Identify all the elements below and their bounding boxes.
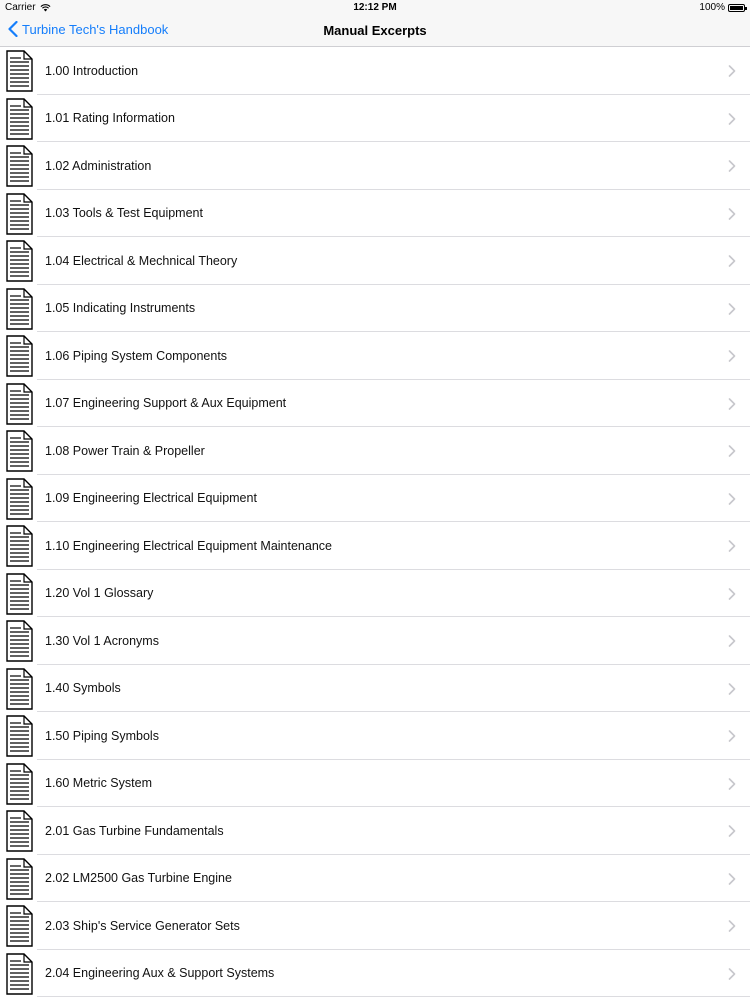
- document-icon: [6, 763, 33, 805]
- status-time: 12:12 PM: [353, 2, 397, 13]
- list-item-13[interactable]: [0, 665, 750, 713]
- document-icon: [6, 525, 33, 567]
- list-item-17[interactable]: [0, 855, 750, 903]
- battery-indicator: [699, 2, 745, 13]
- list-item-label: 1.09 Engineering Electrical Equipment: [45, 491, 257, 506]
- list-item-12[interactable]: [0, 617, 750, 665]
- chevron-right-icon: [728, 350, 736, 362]
- chevron-right-icon: [728, 160, 736, 172]
- excerpt-list: [0, 47, 750, 997]
- list-item-label: 1.60 Metric System: [45, 776, 152, 791]
- list-item-label: 2.01 Gas Turbine Fundamentals: [45, 823, 224, 838]
- list-item-18[interactable]: [0, 902, 750, 950]
- list-item-4[interactable]: [0, 237, 750, 285]
- navigation-bar: [0, 16, 750, 47]
- chevron-right-icon: [728, 683, 736, 695]
- document-icon: [6, 383, 33, 425]
- list-item-15[interactable]: [0, 760, 750, 808]
- list-item-11[interactable]: [0, 570, 750, 618]
- list-item-label: 1.40 Symbols: [45, 681, 121, 696]
- chevron-right-icon: [728, 493, 736, 505]
- chevron-right-icon: [728, 113, 736, 125]
- list-item-label: 1.01 Rating Information: [45, 111, 175, 126]
- chevron-right-icon: [728, 398, 736, 410]
- document-icon: [6, 668, 33, 710]
- document-icon: [6, 335, 33, 377]
- chevron-right-icon: [728, 873, 736, 885]
- list-item-label: 1.20 Vol 1 Glossary: [45, 586, 154, 601]
- list-item-0[interactable]: [0, 47, 750, 95]
- list-item-2[interactable]: [0, 142, 750, 190]
- list-item-9[interactable]: [0, 475, 750, 523]
- chevron-right-icon: [728, 968, 736, 980]
- document-icon: [6, 240, 33, 282]
- document-icon: [6, 573, 33, 615]
- list-item-label: 1.04 Electrical & Mechnical Theory: [45, 253, 238, 268]
- list-item-label: 1.08 Power Train & Propeller: [45, 443, 205, 458]
- chevron-right-icon: [728, 778, 736, 790]
- list-item-label: 2.02 LM2500 Gas Turbine Engine: [45, 871, 232, 886]
- list-item-1[interactable]: [0, 95, 750, 143]
- battery-icon: [728, 4, 745, 12]
- list-item-14[interactable]: [0, 712, 750, 760]
- chevron-right-icon: [728, 208, 736, 220]
- list-item-label: 1.03 Tools & Test Equipment: [45, 206, 203, 221]
- document-icon: [6, 50, 33, 92]
- document-icon: [6, 98, 33, 140]
- list-item-16[interactable]: [0, 807, 750, 855]
- chevron-right-icon: [728, 65, 736, 77]
- list-item-3[interactable]: [0, 190, 750, 238]
- page-title: Manual Excerpts: [323, 23, 427, 38]
- list-item-label: 1.30 Vol 1 Acronyms: [45, 633, 159, 648]
- list-item-label: 2.04 Engineering Aux & Support Systems: [45, 966, 275, 981]
- document-icon: [6, 145, 33, 187]
- document-icon: [6, 715, 33, 757]
- chevron-right-icon: [728, 255, 736, 267]
- chevron-right-icon: [728, 730, 736, 742]
- chevron-right-icon: [728, 635, 736, 647]
- carrier-label: Carrier: [5, 2, 36, 13]
- chevron-right-icon: [728, 588, 736, 600]
- battery-percent: 100%: [699, 2, 725, 13]
- list-item-19[interactable]: [0, 950, 750, 998]
- document-icon: [6, 288, 33, 330]
- document-icon: [6, 905, 33, 947]
- list-item-7[interactable]: [0, 380, 750, 428]
- list-item-label: 1.50 Piping Symbols: [45, 728, 159, 743]
- list-item-label: 1.06 Piping System Components: [45, 348, 228, 363]
- list-item-8[interactable]: [0, 427, 750, 475]
- status-bar: [0, 0, 750, 16]
- list-item-label: 2.03 Ship's Service Generator Sets: [45, 918, 240, 933]
- back-button-label: Turbine Tech's Handbook: [22, 21, 169, 37]
- document-icon: [6, 858, 33, 900]
- list-item-6[interactable]: [0, 332, 750, 380]
- document-icon: [6, 953, 33, 995]
- list-item-label: 1.05 Indicating Instruments: [45, 301, 196, 316]
- list-item-label: 1.00 Introduction: [45, 63, 139, 78]
- chevron-right-icon: [728, 303, 736, 315]
- document-icon: [6, 810, 33, 852]
- document-icon: [6, 620, 33, 662]
- list-item-label: 1.02 Administration: [45, 158, 152, 173]
- list-item-10[interactable]: [0, 522, 750, 570]
- document-icon: [6, 430, 33, 472]
- document-icon: [6, 478, 33, 520]
- list-item-label: 1.07 Engineering Support & Aux Equipment: [45, 396, 287, 411]
- list-item-5[interactable]: [0, 285, 750, 333]
- document-icon: [6, 193, 33, 235]
- chevron-right-icon: [728, 920, 736, 932]
- chevron-right-icon: [728, 825, 736, 837]
- chevron-right-icon: [728, 540, 736, 552]
- list-item-label: 1.10 Engineering Electrical Equipment Maintenance: [45, 538, 332, 553]
- chevron-right-icon: [728, 445, 736, 457]
